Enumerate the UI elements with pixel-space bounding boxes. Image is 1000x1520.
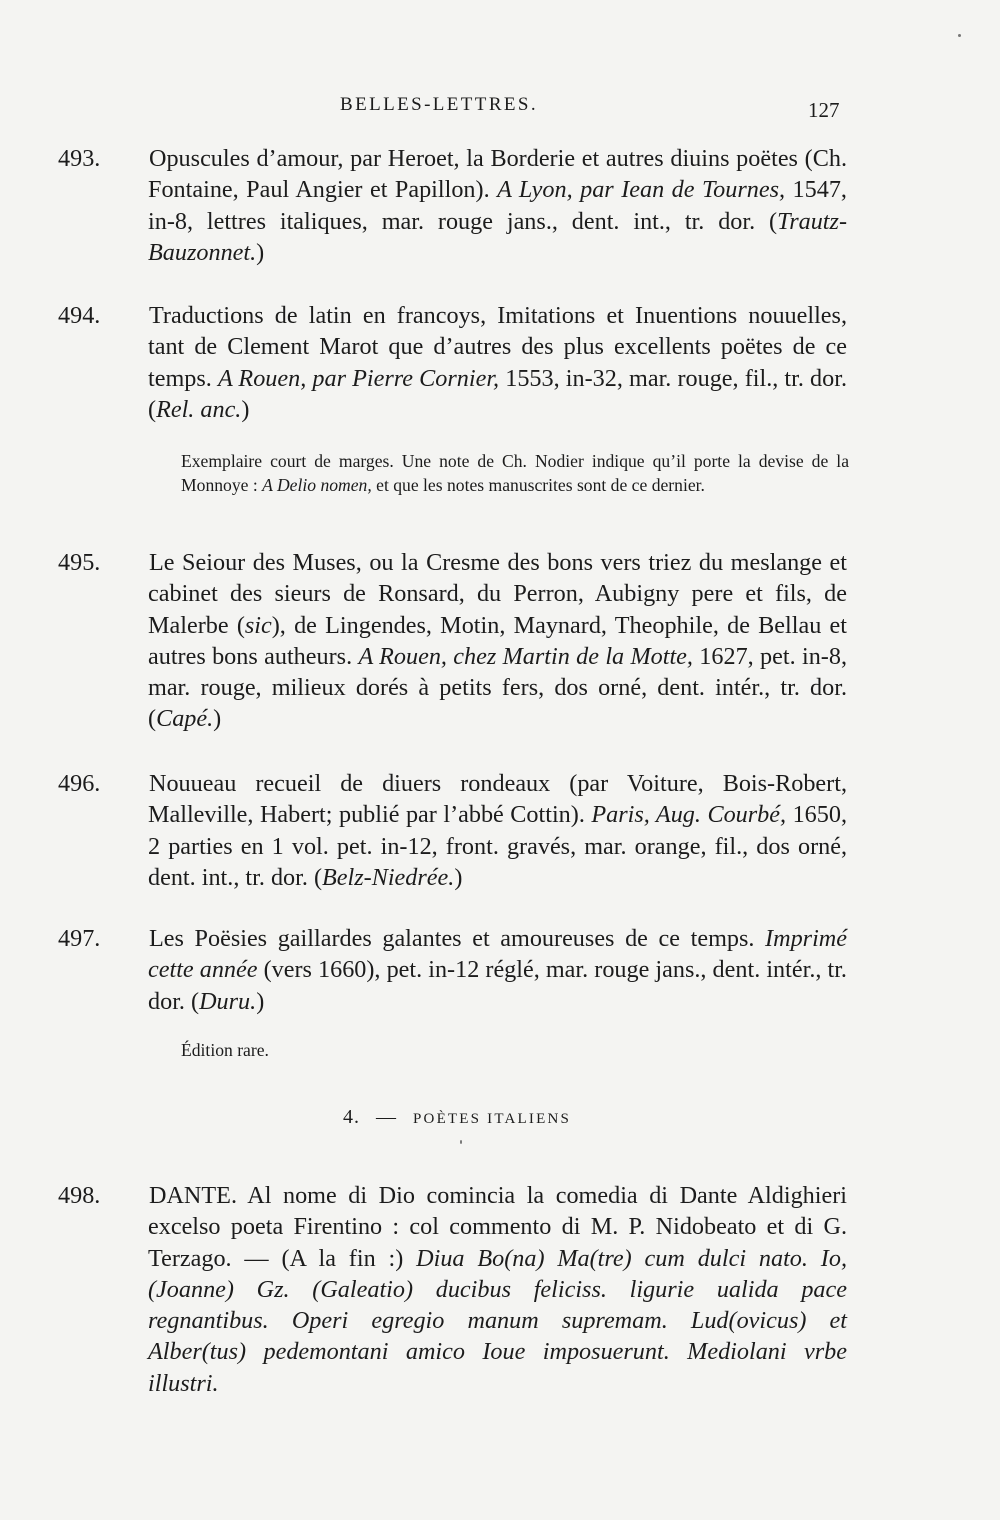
text-run: ) [454,863,463,891]
text-run: ), de Lingendes, Motin, Maynard, Theophile, de Bellau et autres bons autheurs. [148,611,847,670]
italic-run: A Rouen, par Pierre Cornier, [217,364,500,392]
entry-text [148,549,847,732]
note-text [159,450,849,497]
catalog-entry-495 [58,547,847,735]
entry-number: 498. [58,1182,101,1209]
italic-run: sic [244,611,272,639]
catalog-entry-496 [58,768,847,893]
entry-number: 493. [58,145,101,172]
text-run: ) [213,705,222,733]
catalog-entry-494 [58,300,847,425]
paper-speck [460,1140,462,1144]
section-number: 4. [343,1106,360,1128]
text-run: 1650, 2 parties en 1 vol. pet. in-12, front. gravés, mar. orange, fil., dos orné, dent. int., tr. dor. ( [148,801,847,891]
paper-speck [958,34,961,37]
text-run: DANTE. Al nome di Dio comincia la comedia di Dante Aldighieri excelso poeta Firentino : col commento di M. P. Nidobeato et di G. Terzago. — (A la fin :) [148,1182,847,1272]
italic-run: Belz-Niedrée. [322,863,455,891]
page-header [0,94,1000,124]
italic-run: Trautz-Bauzonnet. [148,207,847,266]
italic-run: A Delio nomen, [262,474,372,495]
text-run: Les Poësies gaillardes galantes et amoureuses de ce temps. [149,925,766,952]
italic-run: Rel. anc. [156,395,242,423]
entry-note-494 [159,450,849,497]
italic-run: Paris, Aug. Courbé, [591,801,787,829]
section-title: POÈTES ITALIENS [413,1111,572,1127]
text-run: ) [256,238,265,266]
text-run: Exemplaire court de marges. Une note de Ch. Nodier indique qu’il porte la devise de la Monnoye : [181,451,849,495]
entry-note-497 [159,1039,849,1063]
catalog-entry-497 [58,923,847,1017]
note-text [159,1039,849,1063]
text-run: Opuscules d’amour, par Heroet, la Borderie et autres diuins poëtes (Ch. Fontaine, Paul Angier et Papillon). [148,145,847,204]
entry-number: 494. [58,302,101,329]
text-run: (vers 1660), pet. in-12 réglé, mar. rouge jans., dent. intér., tr. dor. ( [148,956,847,1015]
italic-run: Capé. [156,705,214,733]
text-run: Traductions de latin en francoys, Imitations et Inuentions nouuelles, tant de Clement Marot que d’autres des plus excellents poëtes de ce temps. [148,302,847,392]
text-run: Le Seiour des Muses, ou la Cresme des bons vers triez du meslange et cabinet des sieurs de Ronsard, du Perron, Aubigny pere et fils, de Malerbe ( [148,549,847,639]
entry-text [148,925,847,1015]
text-run: Nouueau recueil de diuers rondeaux (par Voiture, Bois-Robert, Malleville, Habert; publié par l’abbé Cottin). [148,770,847,829]
entry-text [148,1182,847,1397]
text-run: ) [241,395,250,423]
section-heading [343,1106,571,1129]
italic-run: Diua Bo(na) Ma(tre) cum dulci nato. Io, (Joanne) Gz. (Galeatio) ducibus feliciss. ligurie ualida pace regnantibus. Operi egregio manum supremam. Lud(ovicus) et Alber(tus) pedemontani amico Ioue imposuerunt. Mediolani vrbe illustri. [148,1244,847,1397]
entry-number: 496. [58,770,101,797]
text-run: 1553, in-32, mar. rouge, fil., tr. dor. ( [148,364,847,423]
running-head: BELLES-LETTRES. [340,94,539,115]
catalog-entry-498 [58,1180,847,1399]
italic-run: A Rouen, chez Martin de la Motte, [358,642,693,670]
page-number: 127 [808,98,840,122]
italic-run: Imprimé cette année [148,925,847,984]
entry-number: 497. [58,925,101,952]
entry-text [148,302,847,423]
text-run: 1627, pet. in-8, mar. rouge, milieux dorés à petits fers, dos orné, dent. intér., tr. dor. ( [148,642,847,733]
italic-run: A Lyon, par Iean de Tournes, [497,176,786,204]
text-run: et que les notes manuscrites sont de ce dernier. [371,474,705,495]
text-run: 1547, in-8, lettres italiques, mar. rouge jans., dent. int., tr. dor. ( [148,176,847,235]
entry-text [148,145,847,266]
section-dash: — [376,1106,397,1128]
text-run: ) [256,987,265,1015]
entry-number: 495. [58,549,101,576]
text-run: Édition rare. [181,1040,269,1060]
catalog-entry-493 [58,143,847,268]
italic-run: Duru. [199,987,257,1015]
entry-text [148,770,847,891]
